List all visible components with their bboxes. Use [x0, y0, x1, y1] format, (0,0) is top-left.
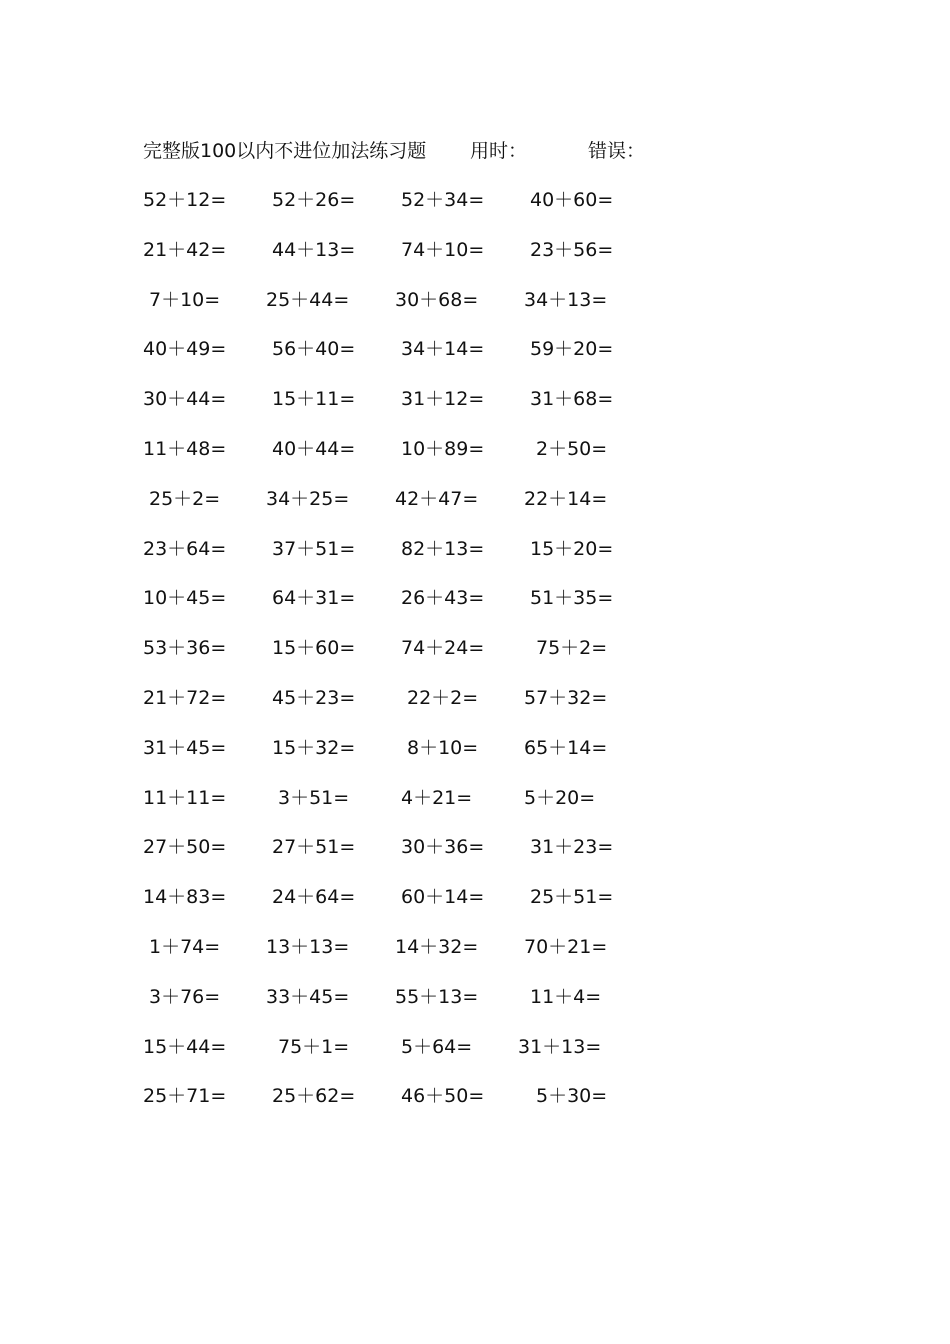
- addition-problem: 31＋45=: [143, 736, 227, 759]
- problem-row: [143, 186, 663, 236]
- addition-problem: 11＋4=: [530, 985, 602, 1008]
- addition-problem: 10＋45=: [143, 587, 227, 610]
- problem-row: [143, 684, 663, 734]
- addition-problem: 22＋2=: [407, 686, 479, 709]
- problem-row: [143, 584, 663, 634]
- addition-problem: 27＋50=: [143, 836, 227, 859]
- problem-row: [143, 983, 663, 1033]
- addition-problem: 52＋26=: [272, 189, 356, 211]
- addition-problem: 15＋60=: [272, 637, 356, 660]
- problem-grid: [143, 186, 663, 1132]
- addition-problem: 74＋10=: [401, 238, 485, 261]
- addition-problem: 70＋21=: [524, 935, 608, 958]
- addition-problem: 21＋72=: [143, 686, 227, 709]
- addition-problem: 34＋25=: [266, 487, 350, 510]
- addition-problem: 14＋83=: [143, 886, 227, 909]
- time-used-label: 用时：: [470, 140, 528, 162]
- addition-problem: 5＋30=: [536, 1085, 608, 1108]
- addition-problem: 23＋64=: [143, 537, 227, 560]
- addition-problem: 15＋44=: [143, 1035, 227, 1058]
- addition-problem: 34＋14=: [401, 338, 485, 361]
- addition-problem: 25＋2=: [149, 487, 221, 510]
- addition-problem: 34＋13=: [524, 288, 608, 311]
- addition-problem: 46＋50=: [401, 1085, 485, 1108]
- problem-row: [143, 833, 663, 883]
- addition-problem: 82＋13=: [401, 537, 485, 560]
- problem-row: [143, 734, 663, 784]
- addition-problem: 27＋51=: [272, 836, 356, 859]
- addition-problem: 44＋13=: [272, 238, 356, 261]
- addition-problem: 15＋11=: [272, 388, 356, 411]
- addition-problem: 7＋10=: [149, 288, 221, 311]
- addition-problem: 5＋64=: [401, 1035, 473, 1058]
- addition-problem: 51＋35=: [530, 587, 614, 610]
- addition-problem: 11＋48=: [143, 437, 227, 460]
- addition-problem: 13＋13=: [266, 935, 350, 958]
- addition-problem: 21＋42=: [143, 238, 227, 261]
- addition-problem: 4＋21=: [401, 786, 473, 809]
- problem-row: [143, 1082, 663, 1132]
- addition-problem: 25＋51=: [530, 886, 614, 909]
- addition-problem: 8＋10=: [407, 736, 479, 759]
- problem-row: [143, 883, 663, 933]
- addition-problem: 40＋44=: [272, 437, 356, 460]
- addition-problem: 30＋36=: [401, 836, 485, 859]
- addition-problem: 31＋12=: [401, 388, 485, 411]
- addition-problem: 26＋43=: [401, 587, 485, 610]
- addition-problem: 52＋12=: [143, 189, 227, 211]
- problem-row: [143, 535, 663, 585]
- addition-problem: 40＋60=: [530, 189, 614, 211]
- addition-problem: 5＋20=: [524, 786, 596, 809]
- problem-row: [143, 236, 663, 286]
- addition-problem: 15＋32=: [272, 736, 356, 759]
- problem-row: [143, 1033, 663, 1083]
- addition-problem: 15＋20=: [530, 537, 614, 560]
- addition-problem: 57＋32=: [524, 686, 608, 709]
- addition-problem: 75＋1=: [278, 1035, 350, 1058]
- problem-row: [143, 784, 663, 834]
- addition-problem: 59＋20=: [530, 338, 614, 361]
- addition-problem: 14＋32=: [395, 935, 479, 958]
- addition-problem: 1＋74=: [149, 935, 221, 958]
- addition-problem: 40＋49=: [143, 338, 227, 361]
- problem-row: [143, 933, 663, 983]
- addition-problem: 30＋68=: [395, 288, 479, 311]
- worksheet-title: 完整版100以内不进位加法练习题: [143, 140, 427, 162]
- problem-row: [143, 435, 663, 485]
- addition-problem: 24＋64=: [272, 886, 356, 909]
- addition-problem: 31＋13=: [518, 1035, 602, 1058]
- addition-problem: 33＋45=: [266, 985, 350, 1008]
- addition-problem: 31＋68=: [530, 388, 614, 411]
- addition-problem: 60＋14=: [401, 886, 485, 909]
- addition-problem: 45＋23=: [272, 686, 356, 709]
- addition-problem: 10＋89=: [401, 437, 485, 460]
- addition-problem: 64＋31=: [272, 587, 356, 610]
- addition-problem: 37＋51=: [272, 537, 356, 560]
- addition-problem: 65＋14=: [524, 736, 608, 759]
- addition-problem: 31＋23=: [530, 836, 614, 859]
- problem-row: [143, 634, 663, 684]
- addition-problem: 52＋34=: [401, 189, 485, 211]
- addition-problem: 25＋44=: [266, 288, 350, 311]
- addition-problem: 11＋11=: [143, 786, 227, 809]
- addition-problem: 23＋56=: [530, 238, 614, 261]
- addition-problem: 2＋50=: [536, 437, 608, 460]
- problem-row: [143, 385, 663, 435]
- addition-problem: 30＋44=: [143, 388, 227, 411]
- addition-problem: 3＋51=: [278, 786, 350, 809]
- addition-problem: 42＋47=: [395, 487, 479, 510]
- addition-problem: 75＋2=: [536, 637, 608, 660]
- addition-problem: 74＋24=: [401, 637, 485, 660]
- problem-row: [143, 485, 663, 535]
- addition-problem: 3＋76=: [149, 985, 221, 1008]
- addition-problem: 53＋36=: [143, 637, 227, 660]
- addition-problem: 25＋62=: [272, 1085, 356, 1108]
- addition-problem: 56＋40=: [272, 338, 356, 361]
- problem-row: [143, 335, 663, 385]
- addition-problem: 22＋14=: [524, 487, 608, 510]
- problem-row: [143, 286, 663, 336]
- addition-problem: 25＋71=: [143, 1085, 227, 1108]
- worksheet-header: [143, 137, 743, 165]
- errors-label: 错误：: [588, 140, 646, 162]
- addition-problem: 55＋13=: [395, 985, 479, 1008]
